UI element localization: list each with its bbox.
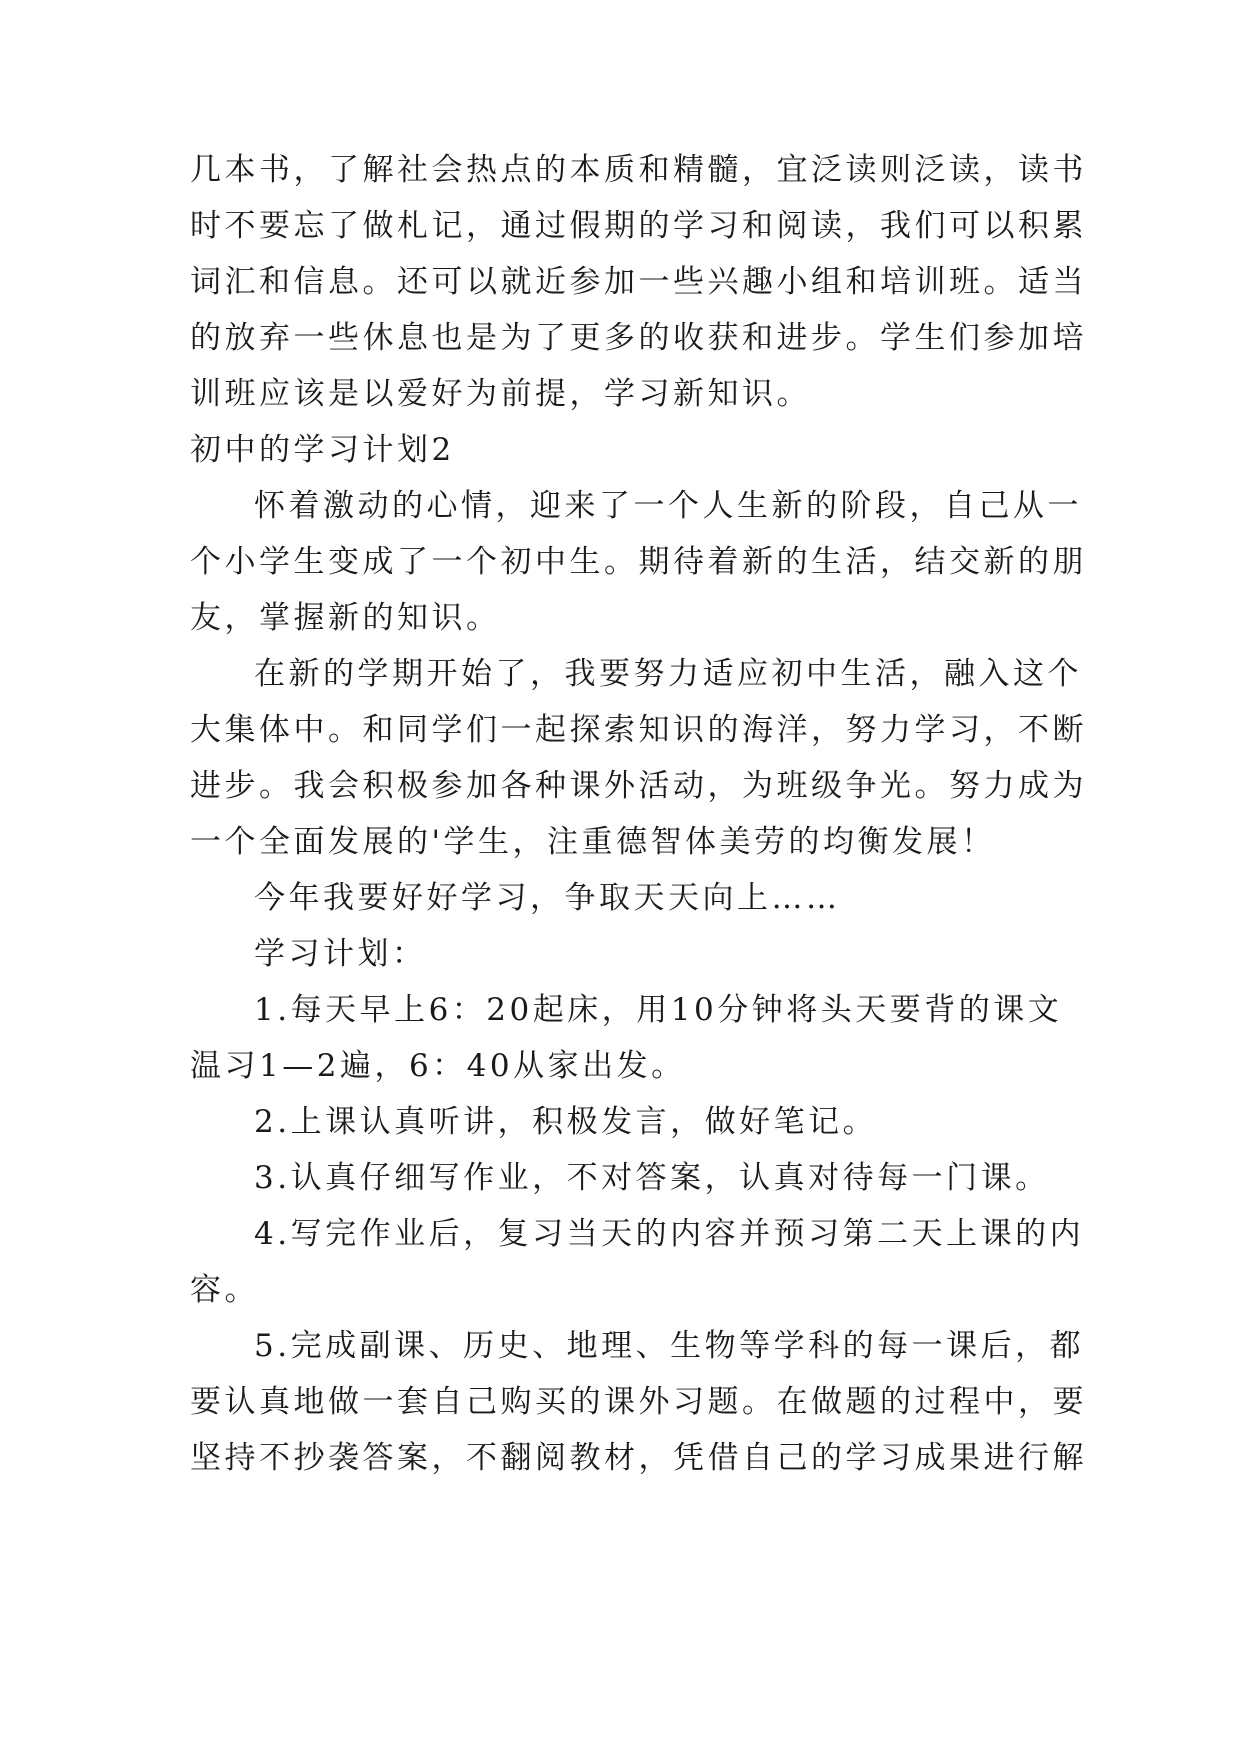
list-item: 2.上课认真听讲，积极发言，做好笔记。 xyxy=(254,1104,878,1140)
text-line: 词汇和信息。还可以就近参加一些兴趣小组和培训班。适当 xyxy=(190,264,1087,300)
list-item-continuation: 要认真地做一套自己购买的课外习题。在做题的过程中，要 xyxy=(190,1384,1087,1420)
text-line: 怀着激动的心情，迎来了一个人生新的阶段，自己从一 xyxy=(254,488,1082,524)
list-item-continuation: 容。 xyxy=(190,1272,259,1308)
list-item-continuation: 温习1—2遍，6：40从家出发。 xyxy=(190,1048,686,1084)
text-line: 在新的学期开始了，我要努力适应初中生活，融入这个 xyxy=(254,656,1082,692)
text-line: 的放弃一些休息也是为了更多的收获和进步。学生们参加培 xyxy=(190,320,1087,356)
text-line: 训班应该是以爱好为前提，学习新知识。 xyxy=(190,376,811,412)
text-line: 大集体中。和同学们一起探索知识的海洋，努力学习，不断 xyxy=(190,712,1087,748)
list-item-continuation: 坚持不抄袭答案，不翻阅教材，凭借自己的学习成果进行解 xyxy=(190,1440,1087,1476)
text-line: 进步。我会积极参加各种课外活动，为班级争光。努力成为 xyxy=(190,768,1087,804)
list-item: 4.写完作业后，复习当天的内容并预习第二天上课的内 xyxy=(254,1216,1085,1252)
text-line: 几本书，了解社会热点的本质和精髓，宜泛读则泛读，读书 xyxy=(190,152,1087,188)
list-heading: 学习计划： xyxy=(254,936,427,972)
text-line: 今年我要好好学习，争取天天向上…… xyxy=(254,880,841,916)
text-line: 时不要忘了做札记，通过假期的学习和阅读，我们可以积累 xyxy=(190,208,1087,244)
list-item: 5.完成副课、历史、地理、生物等学科的每一课后，都 xyxy=(254,1328,1085,1364)
text-line: 友，掌握新的知识。 xyxy=(190,600,501,636)
text-line: 一个全面发展的'学生，注重德智体美劳的均衡发展！ xyxy=(190,824,996,860)
section-heading: 初中的学习计划2 xyxy=(190,432,455,468)
text-line: 个小学生变成了一个初中生。期待着新的生活，结交新的朋 xyxy=(190,544,1087,580)
list-item: 1.每天早上6：20起床，用10分钟将头天要背的课文 xyxy=(254,992,1063,1028)
list-item: 3.认真仔细写作业，不对答案，认真对待每一门课。 xyxy=(254,1160,1050,1196)
